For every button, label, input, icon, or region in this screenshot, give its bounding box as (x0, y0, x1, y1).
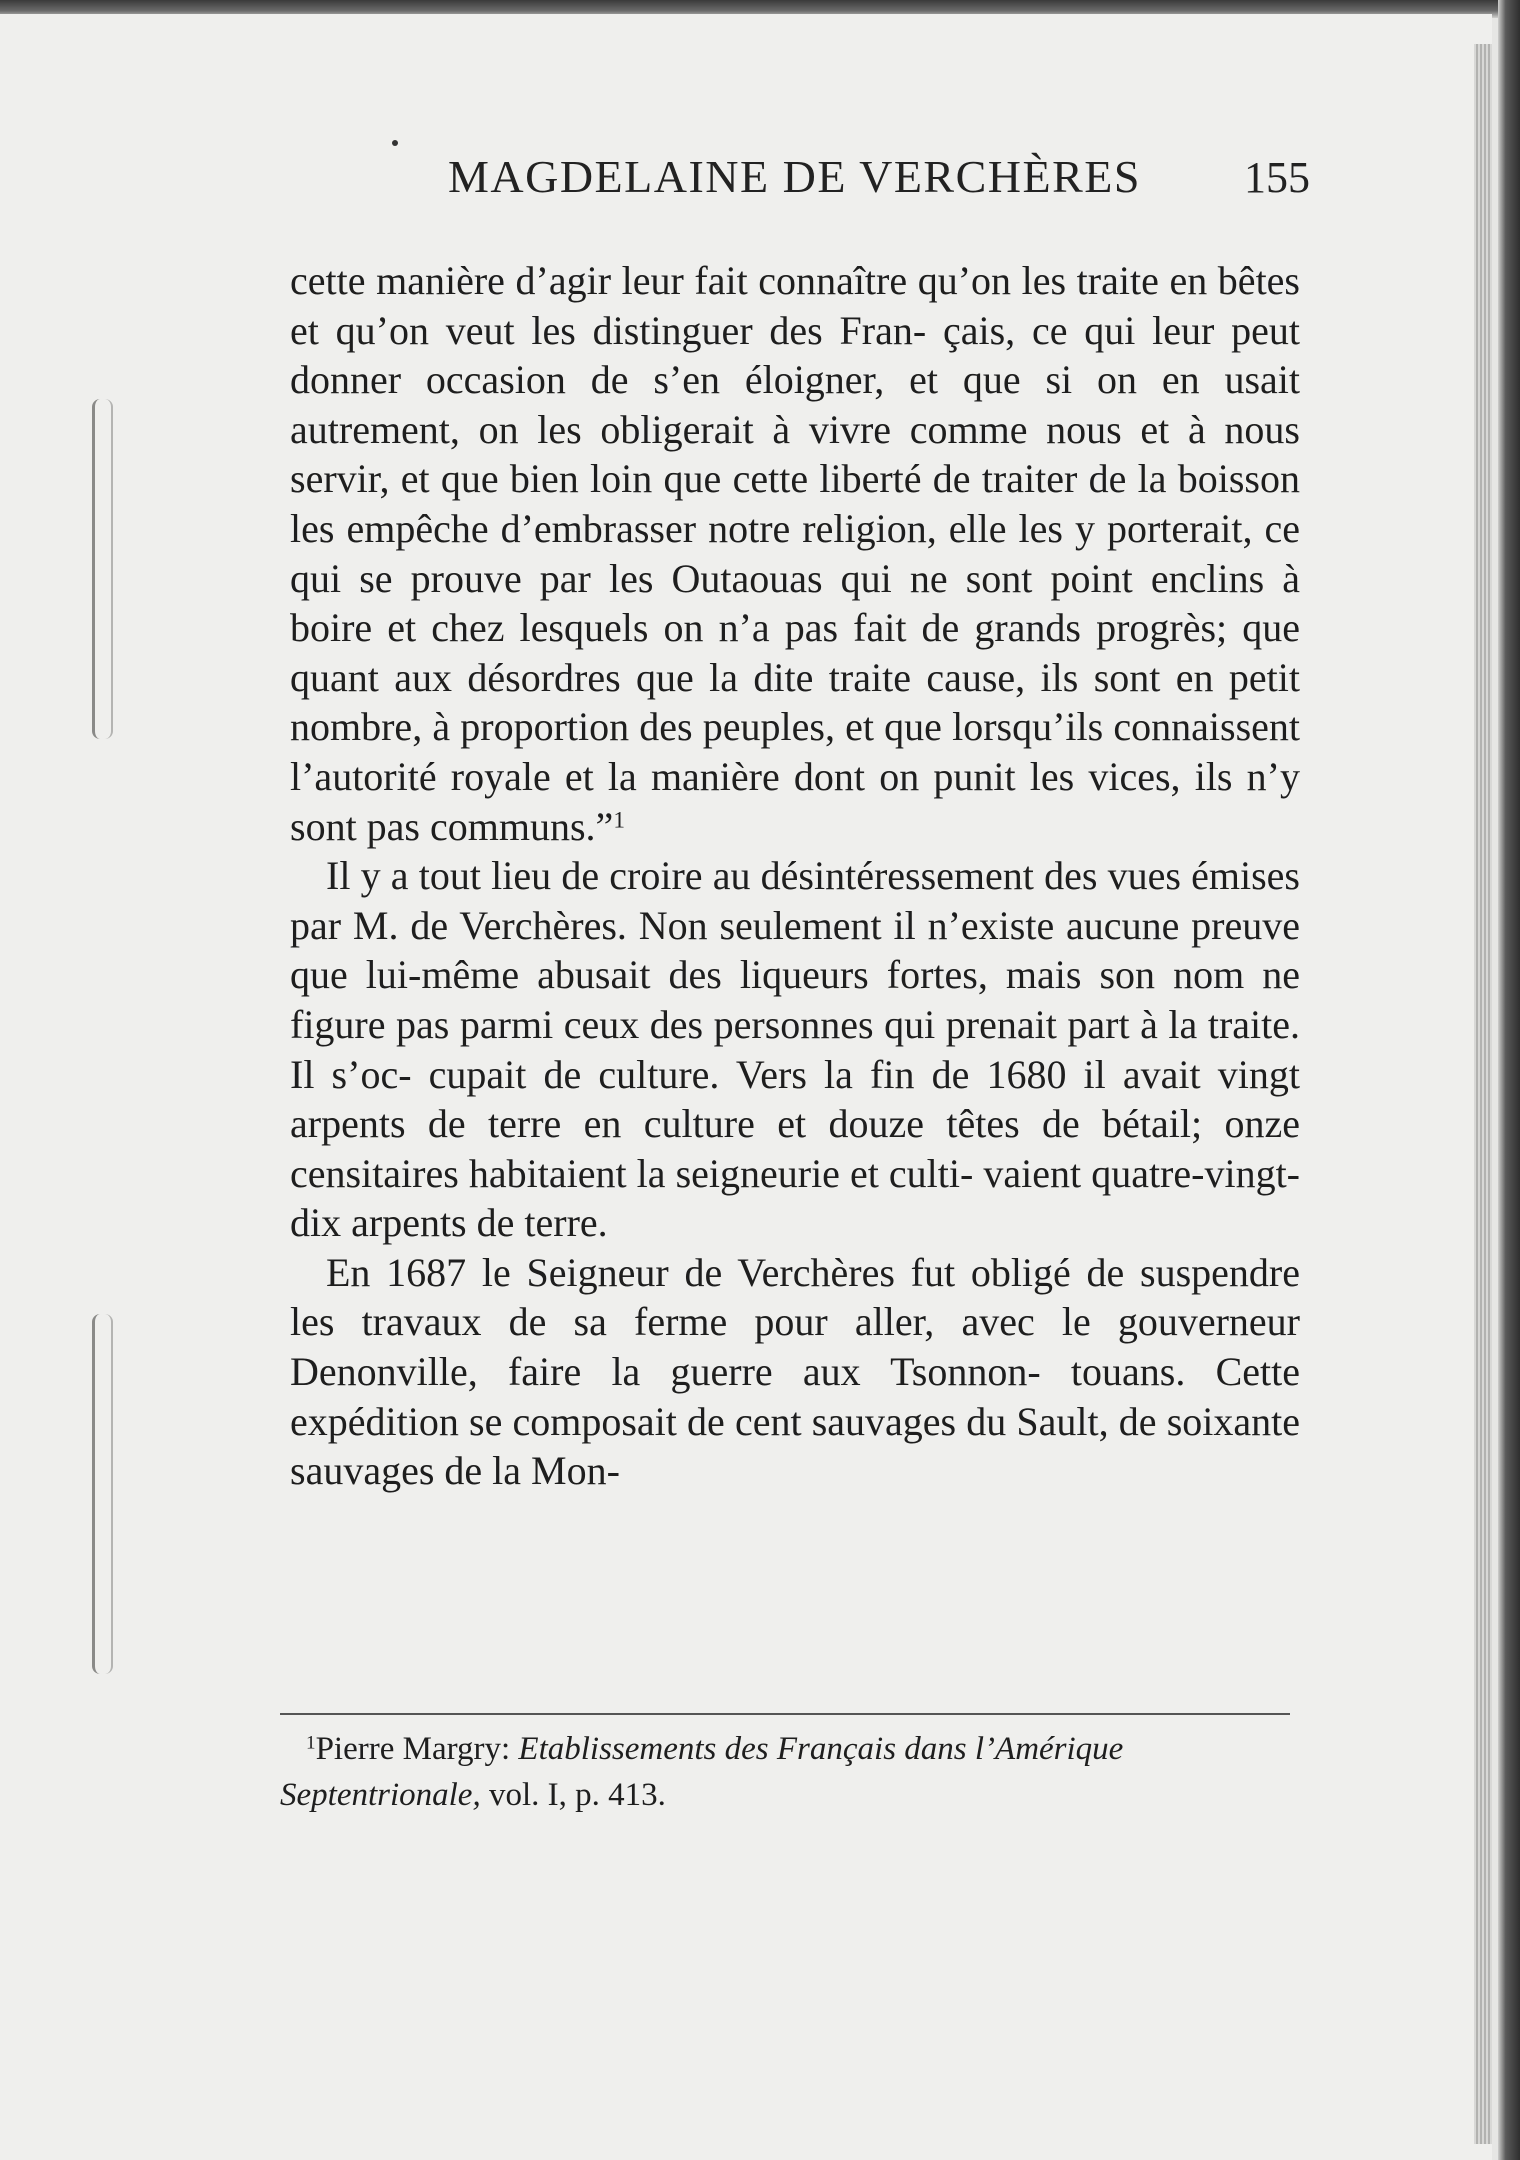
page-edges (1474, 44, 1492, 2144)
footnote-title: Etablissements des Français dans l’Amérique Septentrionale, (280, 1731, 1124, 1813)
footnote (280, 1726, 1290, 1818)
footnote-reference: 1 (613, 806, 625, 833)
paragraph-1-text: cette manière d’agir leur fait connaître qu’on les traite en bêtes et qu’on veut les distinguer des Fran- çais, ce qui leur peut donner occasion de s’en éloigner, et que si on en usait autrement, on les obligerait à vivre comme nous et à nous servir, et que bien loin que cette liberté de traiter de la boisson les empêche d’embrasser notre religion, elle les y porterait, ce qui se prouve par les Outaouas qui ne sont point enclins à boire et chez lesquels on n’a pas fait de grands progrès; que quant aux désordres que la dite traite cause, ils sont en petit nombre, à proportion des peuples, et que lorsqu’ils connaissent l’autorité royale et la manière dont on punit les vices, ils n’y sont pas communs.” (290, 258, 1300, 849)
page-header (300, 150, 1310, 220)
binding-mark-lower (92, 1314, 113, 1674)
footnote-citation: vol. I, p. 413. (488, 1777, 666, 1813)
paragraph-2: Il y a tout lieu de croire au désintéressement des vues émises par M. de Verchères. Non seulement il n’existe aucune preuve que lui-même abusait des liqueurs fortes, mais son nom ne figure pas parmi ceux des personnes qui prenait part à la traite. Il s’oc- cupait de culture. Vers la fin de 1680 il avait vingt arpents de terre en culture et douze têtes de bétail; onze censitaires habitaient la seigneurie et culti- vaient quatre-vingt-dix arpents de terre. (290, 853, 1300, 1246)
footnote-author: Pierre Margry: (315, 1731, 511, 1767)
paragraph-1 (290, 256, 1300, 851)
page-number: 155 (1244, 153, 1310, 202)
scan-border-right (1498, 0, 1520, 2160)
paragraph-3: En 1687 le Seigneur de Verchères fut obligé de suspendre les travaux de sa ferme pour aller, avec le gouverneur Denonville, faire la guerre aux Tsonnon- touans. Cette expédition se composait de cent sauvages du Sault, de soixante sauvages de la Mon- (290, 1249, 1300, 1494)
body-text (290, 256, 1300, 1496)
binding-mark-upper (92, 399, 113, 739)
footnote-marker: 1 (306, 1732, 316, 1754)
footnote-rule (280, 1713, 1290, 1715)
running-title: MAGDELAINE DE VERCHÈRES (448, 151, 1141, 202)
print-speck (392, 140, 398, 146)
